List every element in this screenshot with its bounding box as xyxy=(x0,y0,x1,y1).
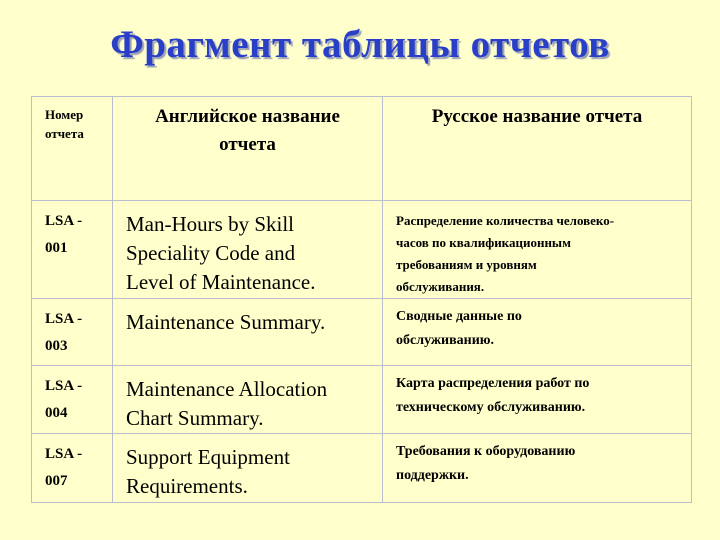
english-name-line: Man-Hours by Skill xyxy=(126,212,294,236)
header-english: Английское название отчета xyxy=(155,106,340,155)
russian-name-cell xyxy=(383,299,692,366)
english-name-line: Level of Maintenance. xyxy=(126,270,316,294)
header-russian-cell xyxy=(383,97,692,201)
russian-name-line: Распределение количества человеко- xyxy=(396,213,615,228)
report-number: LSA - xyxy=(45,213,83,229)
russian-name-line: Карта распределения работ по xyxy=(396,376,590,391)
english-name-cell xyxy=(113,434,383,503)
report-number-cell xyxy=(32,434,113,503)
russian-name-line: техническому обслуживанию. xyxy=(396,400,586,415)
report-number: LSA - xyxy=(45,446,83,462)
russian-name-line: требованиям и уровням xyxy=(396,257,537,272)
russian-name-cell xyxy=(383,366,692,434)
header-russian: Русское название отчета xyxy=(431,106,643,127)
header-number-cell xyxy=(32,97,113,201)
table-row xyxy=(32,299,692,366)
russian-name-cell xyxy=(383,434,692,503)
table-row xyxy=(32,201,692,299)
report-number: 004 xyxy=(45,405,68,421)
report-number-cell xyxy=(32,299,113,366)
report-number: 007 xyxy=(45,473,68,489)
table-row xyxy=(32,366,692,434)
report-number-cell xyxy=(32,201,113,299)
header-number: Номер отчета xyxy=(45,107,84,141)
english-name-line: Speciality Code and xyxy=(126,241,296,265)
english-name-line: Maintenance Allocation xyxy=(126,377,328,401)
report-number: 001 xyxy=(45,240,68,256)
table-row xyxy=(32,434,692,503)
english-name-line: Maintenance Summary. xyxy=(126,310,326,334)
english-name-cell xyxy=(113,366,383,434)
report-number: LSA - xyxy=(45,378,83,394)
russian-name-line: часов по квалификационным xyxy=(396,235,571,250)
russian-name-line: Требования к оборудованию xyxy=(396,444,576,459)
english-name-line: Support Equipment xyxy=(126,445,290,469)
english-name-line: Chart Summary. xyxy=(126,406,264,430)
russian-name-line: Сводные данные по xyxy=(396,309,522,324)
reports-table xyxy=(31,96,692,503)
report-number: 003 xyxy=(45,338,68,354)
english-name-line: Requirements. xyxy=(126,474,248,498)
english-name-cell xyxy=(113,201,383,299)
table-header-row xyxy=(32,97,692,201)
header-english-cell xyxy=(113,97,383,201)
russian-name-line: обслуживания. xyxy=(396,279,485,294)
russian-name-line: поддержки. xyxy=(396,468,469,483)
report-number: LSA - xyxy=(45,311,83,327)
russian-name-line: обслуживанию. xyxy=(396,333,494,348)
russian-name-cell xyxy=(383,201,692,299)
page-title: Фрагмент таблицы отчетов xyxy=(110,23,610,66)
report-number-cell xyxy=(32,366,113,434)
english-name-cell xyxy=(113,299,383,366)
